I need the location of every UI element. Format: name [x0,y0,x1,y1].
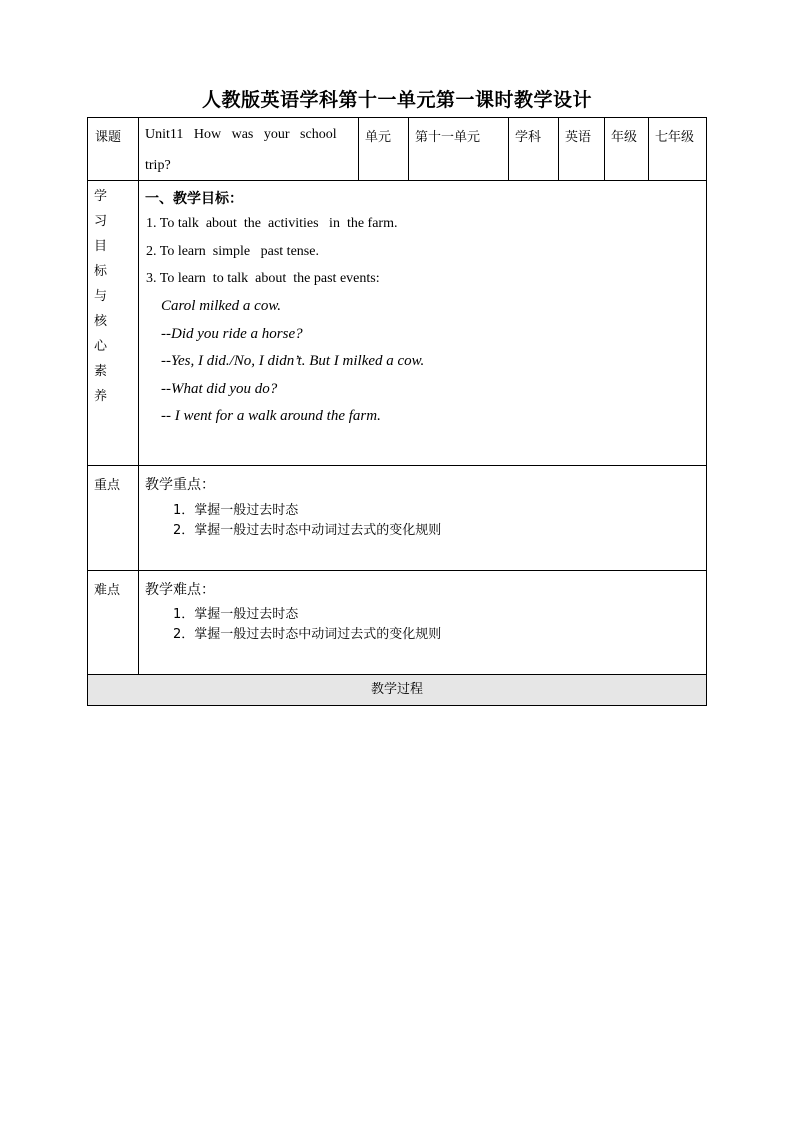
topic-line-2: trip? [145,158,171,173]
unit-label-cell [358,118,408,180]
objectives-label-line: 与 核 [94,289,116,329]
objectives-label-line: 目 标 [94,239,116,279]
subject-label-cell [508,118,558,180]
key-point-item: 2．掌握一般过去时态中动词过去式的变化规则 [173,523,442,538]
objectives-label-line: 养 [94,389,116,404]
objectives-label-line: 学习 [94,189,116,229]
example-sentence: -- I went for a walk around the farm. [161,408,381,424]
difficulty-item: 1．掌握一般过去时态 [173,607,299,622]
teaching-process-row [87,674,707,706]
objective-item: 2. To learn simple past tense. [146,244,319,259]
topic-label-cell [88,118,138,180]
subject-value: 英语 [565,130,592,145]
example-sentence: --What did you do? [161,381,278,397]
topic-label: 课题 [95,130,122,145]
lesson-plan-table [87,117,707,706]
grade-value-cell [648,118,706,180]
key-points-row [87,465,707,570]
objective-item: 1. To talk about the activities in the farm. [146,216,398,231]
key-points-label-cell [88,466,138,570]
difficulties-label-cell [88,571,138,674]
difficulties-label: 难点 [94,583,121,598]
teaching-process-label: 教学过程 [370,682,423,697]
key-points-label: 重点 [94,478,121,493]
document-title: 人教版英语学科第十一单元第一课时教学设计 [201,89,592,111]
objectives-label-cell [88,181,138,465]
header-row [87,117,707,180]
example-sentence: --Did you ride a horse? [161,326,303,342]
example-sentence: --Yes, I did./No, I didn’t. But I milked a cow. [161,353,425,369]
objective-item: 3. To learn to talk about the past events: [146,271,380,286]
key-points-heading: 教学重点： [145,477,215,493]
objectives-row [87,180,707,465]
topic-line-1: Unit11 How was your school [145,127,337,142]
difficulty-item: 2．掌握一般过去时态中动词过去式的变化规则 [173,627,442,642]
unit-value-cell [408,118,508,180]
objectives-label-line: 心 素 [94,339,116,379]
key-points-content-cell [138,466,706,570]
objectives-label [94,184,130,409]
grade-label: 年级 [611,130,638,145]
subject-label: 学科 [515,130,542,145]
unit-label: 单元 [365,130,392,145]
example-sentence: Carol milked a cow. [161,298,281,314]
grade-value: 七年级 [655,130,695,145]
unit-value: 第十一单元 [415,130,481,145]
difficulties-row [87,570,707,674]
objectives-heading: 一、教学目标： [145,191,243,207]
subject-value-cell [558,118,604,180]
difficulties-content-cell [138,571,706,674]
key-point-item: 1．掌握一般过去时态 [173,503,299,518]
topic-value-cell [138,118,358,180]
difficulties-heading: 教学难点： [145,582,215,598]
objectives-content-cell [138,181,706,465]
grade-label-cell [604,118,648,180]
